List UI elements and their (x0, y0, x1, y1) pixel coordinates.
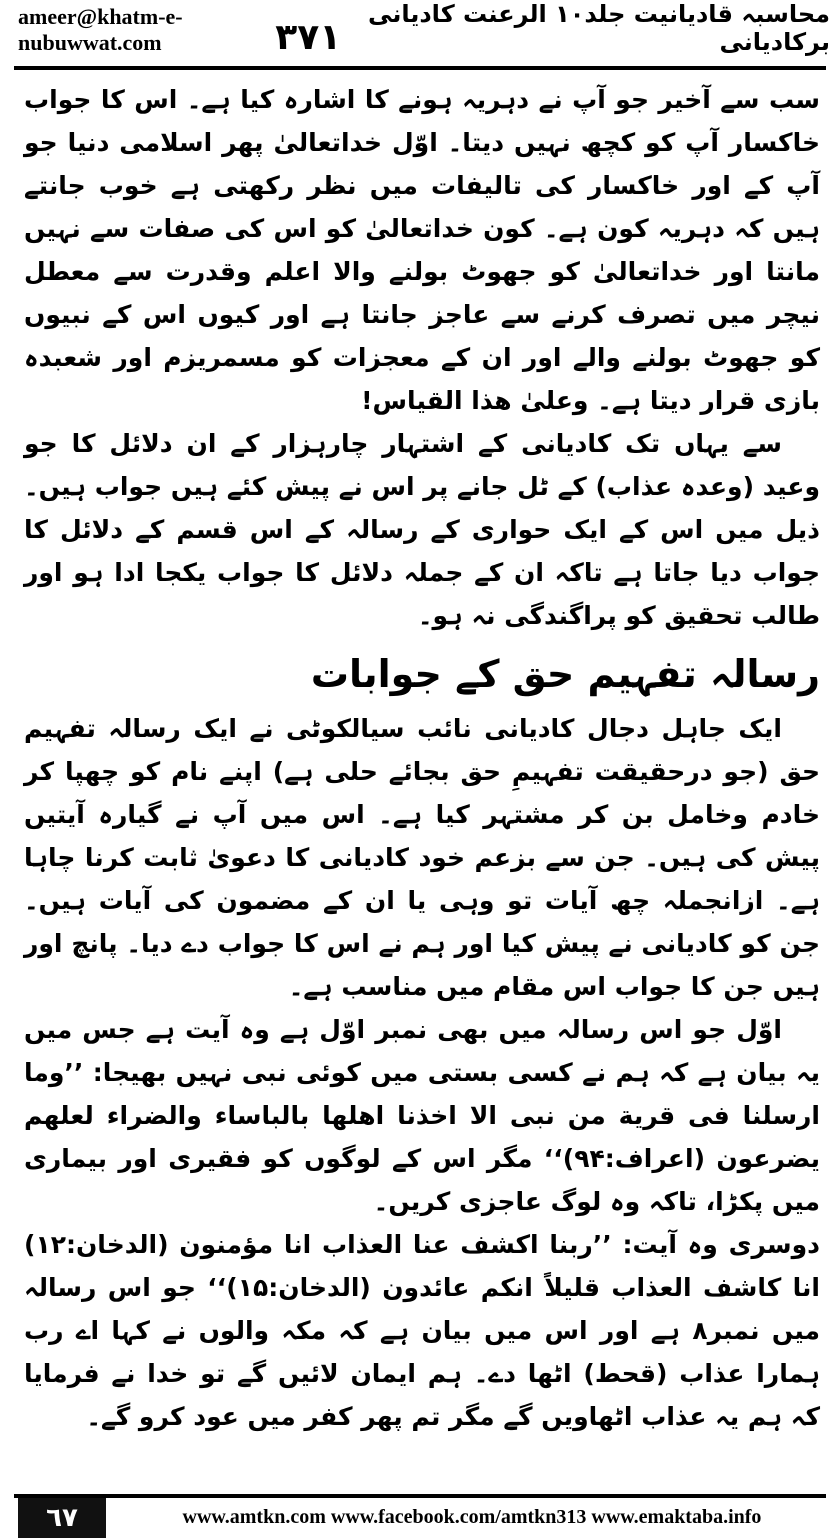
header-page-number: ۳۷۱ (275, 17, 342, 58)
paragraph-1: سب سے آخیر جو آپ نے دہریہ ہونے کا اشارہ کیا ہے۔ اس کا جواب خاکسار آپ کو کچھ نہیں دیتا۔ اوّل خداتعالیٰ پھر اسلامی دنیا جو آپ کے اور خاکسار کی تالیفات میں نظر رکھتی ہے خوب جانتے ہیں کہ دہریہ کون ہے۔ کون خداتعالیٰ کو اس کی صفات سے نہیں مانتا اور خداتعالیٰ کو جھوٹ بولنے والا اعلم وقدرت سے معطل نیچر میں تصرف کرنے سے عاجز جانتا ہے اور کیوں اس کے نبیوں کو جھوٹ بولنے والے اور ان کے معجزات کو مسمریزم اور شعبدہ بازی قرار دیتا ہے۔ وعلیٰ هذا القياس! (24, 85, 820, 415)
page-footer (0, 1494, 840, 1540)
header-email: ameer@khatm-e-nubuwwat.com (18, 4, 183, 55)
paragraph-4: اوّل جو اس رسالہ میں بھی نمبر اوّل ہے وہ آیت ہے جس میں یہ بیان ہے کہ ہم نے کسی بستی میں کوئی نبی نہیں بھیجا: ’’وما ارسلنا فى قرية من نبى الا اخذنا اهلها بالباساء والضراء لعلهم يضرعون (اعراف:۹۴)‘‘ مگر اس کے لوگوں کو فقیری اور بیماری میں پکڑا، تاکہ وہ لوگ عاجزی کریں۔ (24, 1015, 820, 1216)
paragraph-5: دوسری وہ آیت: ’’ربنا اکشف عنا العذاب انا مؤمنون (الدخان:۱۲) انا کاشف العذاب قليلاً انكم عائدون (الدخان:۱۵)‘‘ جو اس رسالہ میں نمبر۸ ہے اور اس میں بیان ہے کہ مکہ والوں نے کہا اے رب ہمارا عذاب (قحط) اٹھا دے۔ ہم ایمان لائیں گے تو خدا نے فرمایا کہ ہم یہ عذاب اٹھاویں گے مگر تم پھر کفر میں عود کرو گے۔ (24, 1230, 820, 1431)
section-heading: رسالہ تفہیم حق کے جوابات (310, 652, 820, 696)
footer-page-number: ٦٧ (18, 1498, 106, 1538)
header-title: محاسبہ قادیانیت جلد۱۰ الرعنت کادیانی برکادیانی (368, 0, 830, 56)
footer-rule (14, 1494, 826, 1498)
footer-links: www.amtkn.com www.facebook.com/amtkn313 www.emaktaba.info (182, 1506, 762, 1528)
page-body (24, 78, 820, 1438)
paragraph-2: سے یہاں تک کادیانی کے اشتہار چارہزار کے ان دلائل کا جو وعید (وعدہ عذاب) کے ٹل جانے پر اس نے پیش کئے ہیں جواب ہیں۔ ذیل میں اس کے ایک حواری کے رسالہ کے اس قسم کے دلائل کا جواب دیا جاتا ہے تاکہ ان کے جملہ دلائل کا جواب یکجا ادا ہو اور طالب تحقیق کو پراگندگی نہ ہو۔ (24, 429, 820, 630)
header-right (275, 0, 830, 56)
page-header (0, 0, 840, 66)
header-rule (14, 66, 826, 70)
paragraph-3: ایک جاہل دجال کادیانی نائب سیالکوٹی نے ایک رسالہ تفہیم حق (جو درحقیقت تفہیمِ حق بجائے حلی ہے) اپنے نام کو چھپا کر خادم وخامل بن کر مشتہر کیا ہے۔ اس میں آپ نے گیارہ آیتیں پیش کی ہیں۔ جن سے بزعم خود کادیانی کا دعویٰ ثابت کرنا چاہا ہے۔ ازانجملہ چھ آیات تو وہی یا ان کے مضمون کی آیات ہیں۔ جن کو کادیانی نے پیش کیا اور ہم نے اس کا جواب دے دیا۔ پانچ اور ہیں جن کا جواب اس مقام میں مناسب ہے۔ (24, 714, 820, 1001)
